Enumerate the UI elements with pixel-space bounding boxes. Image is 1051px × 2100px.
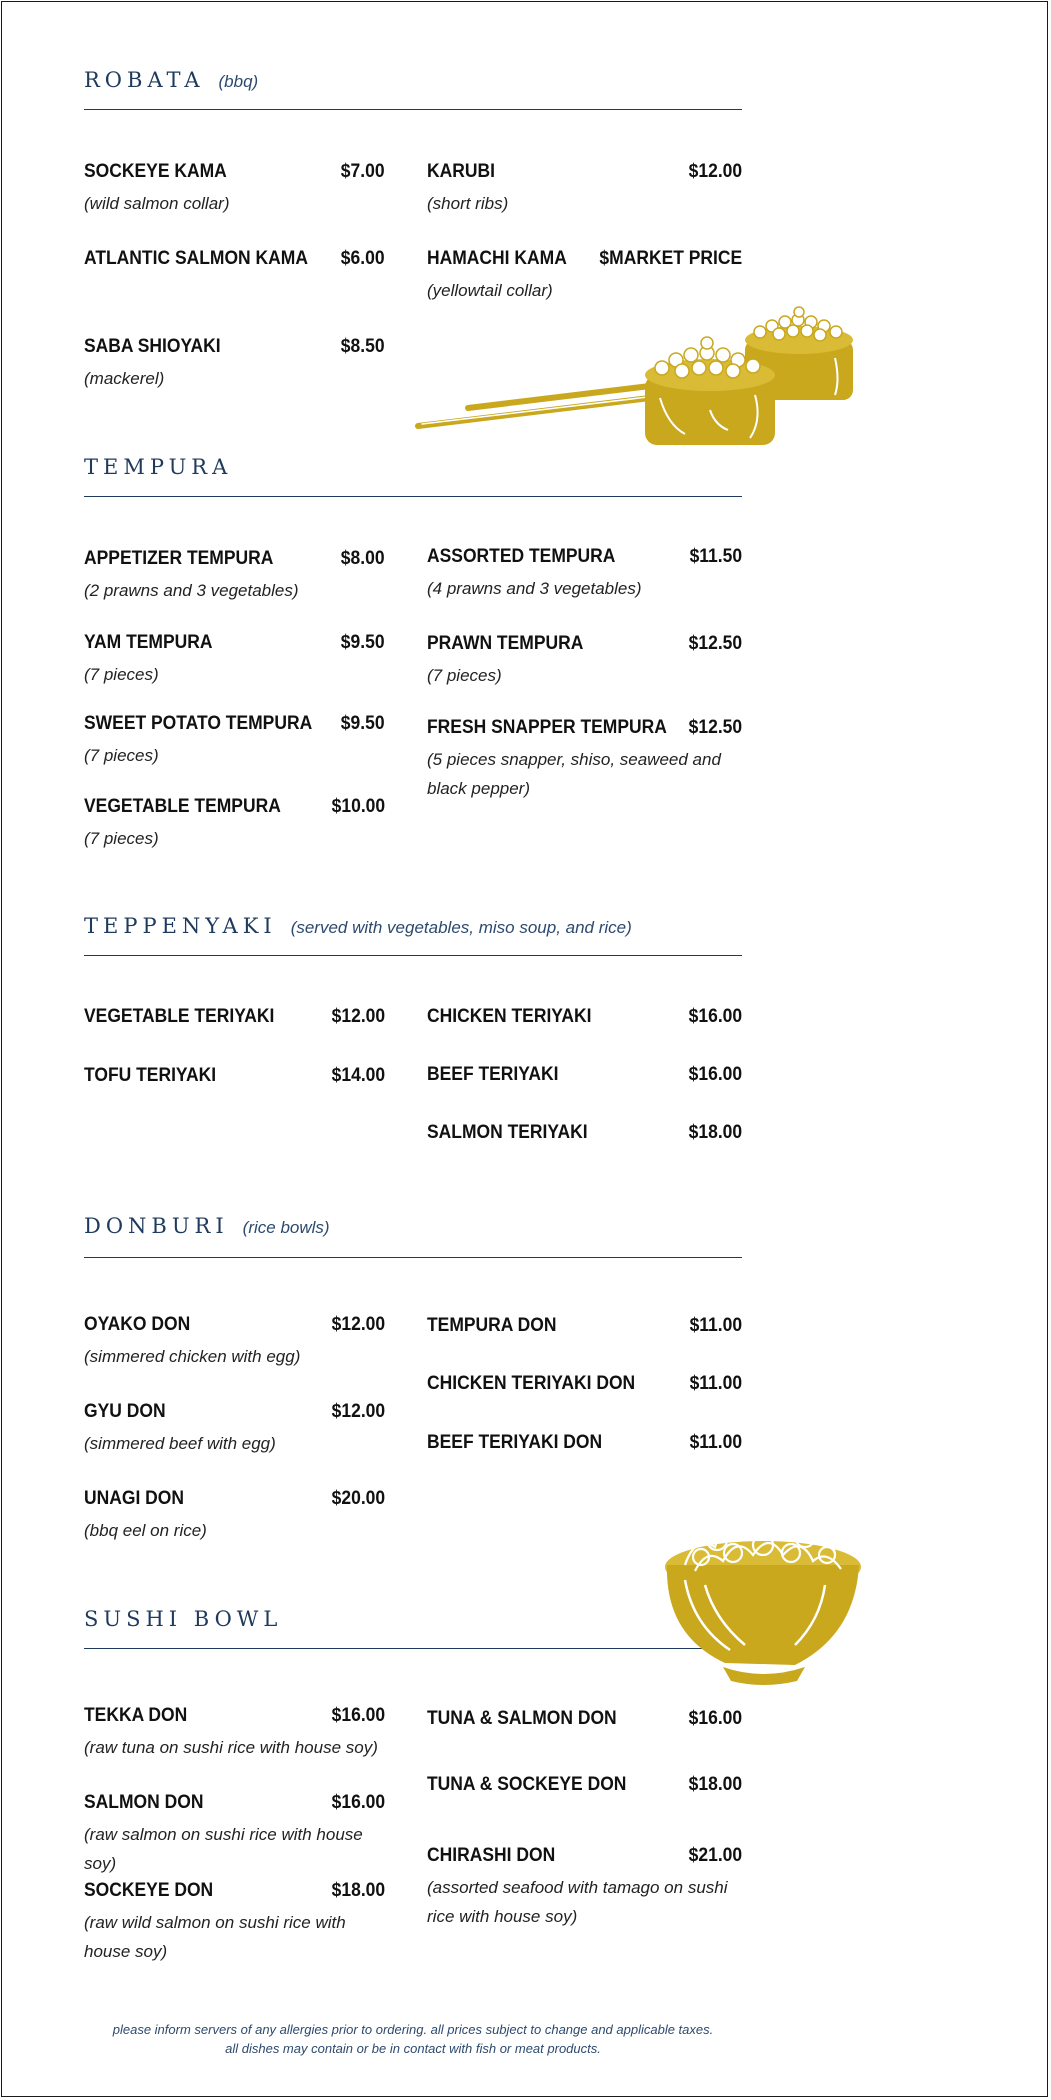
item-name: SABA SHIOYAKI	[84, 336, 221, 357]
bowl-illustration	[645, 1485, 875, 1695]
chopsticks-icon	[418, 386, 650, 426]
item-price: $8.50	[341, 336, 385, 357]
section-title-teppenyaki	[84, 914, 632, 938]
sushi-illustration	[410, 300, 870, 460]
section-title-donburi	[84, 1214, 330, 1238]
item-desc: (7 pieces)	[84, 746, 159, 765]
noodle-bowl-icon	[665, 1512, 861, 1685]
item-desc: (bbq eel on rice)	[84, 1521, 207, 1540]
item-price: $16.00	[688, 1708, 742, 1729]
item-desc: (assorted seafood with tamago on sushi rice with house soy)	[427, 1878, 728, 1926]
item-name: TOFU TERIYAKI	[84, 1065, 217, 1086]
item-desc: (raw salmon on sushi rice with house soy)	[84, 1825, 363, 1873]
item-price: $9.50	[341, 713, 385, 734]
item-price: $11.50	[689, 546, 742, 567]
item-price: $12.50	[688, 717, 742, 738]
item-name: TUNA & SALMON DON	[427, 1708, 617, 1729]
item-name: BEEF TERIYAKI DON	[427, 1432, 603, 1453]
section-title-sushi-bowl	[84, 1607, 282, 1631]
item-price: $6.00	[341, 248, 385, 269]
item-name: BEEF TERIYAKI	[427, 1064, 559, 1085]
item-price: $16.00	[331, 1705, 385, 1726]
item-price: $12.00	[331, 1006, 385, 1027]
item-name: VEGETABLE TERIYAKI	[84, 1006, 275, 1027]
item-name: CHICKEN TERIYAKI DON	[427, 1373, 636, 1394]
item-desc: (simmered beef with egg)	[84, 1434, 276, 1453]
item-desc: (7 pieces)	[84, 829, 159, 848]
item-name: FRESH SNAPPER TEMPURA	[427, 717, 667, 738]
item-desc: (raw tuna on sushi rice with house soy)	[84, 1738, 378, 1757]
footer-line-2: all dishes may contain or be in contact with fish or meat products.	[225, 2041, 601, 2056]
item-desc: (7 pieces)	[84, 665, 159, 684]
item-name: UNAGI DON	[84, 1488, 185, 1509]
item-desc: (yellowtail collar)	[427, 281, 553, 300]
item-desc: (short ribs)	[427, 194, 509, 213]
item-price: $MARKET PRICE	[599, 248, 742, 269]
item-name: OYAKO DON	[84, 1314, 191, 1335]
item-name: ATLANTIC SALMON KAMA	[84, 248, 308, 269]
donburi-subtitle: (rice bowls)	[242, 1218, 330, 1237]
teppenyaki-subtitle: (served with vegetables, miso soup, and rice)	[290, 918, 632, 937]
item-name: SOCKEYE DON	[84, 1880, 214, 1901]
item-name: GYU DON	[84, 1401, 166, 1422]
item-name: TEMPURA DON	[427, 1315, 557, 1336]
item-name: CHIRASHI DON	[427, 1845, 556, 1866]
item-price: $12.00	[331, 1314, 385, 1335]
item-desc: (simmered chicken with egg)	[84, 1347, 301, 1366]
item-price: $16.00	[688, 1006, 742, 1027]
item-name: SALMON TERIYAKI	[427, 1122, 588, 1143]
teppenyaki-title: TEPPENYAKI	[84, 914, 277, 938]
robata-divider	[84, 109, 742, 110]
item-price: $10.00	[331, 796, 385, 817]
item-name: SALMON DON	[84, 1792, 204, 1813]
tempura-divider	[84, 496, 742, 497]
section-title-robata	[84, 68, 258, 92]
sushi-bowl-divider	[84, 1648, 742, 1649]
item-desc: (5 pieces snapper, shiso, seaweed and black pepper)	[427, 750, 721, 798]
tempura-title: TEMPURA	[84, 455, 233, 479]
item-desc: (4 prawns and 3 vegetables)	[427, 579, 642, 598]
item-price: $18.00	[331, 1880, 385, 1901]
item-name: ASSORTED TEMPURA	[427, 546, 616, 567]
item-price: $14.00	[331, 1065, 385, 1086]
item-price: $16.00	[688, 1064, 742, 1085]
item-price: $7.00	[341, 161, 385, 182]
donburi-divider	[84, 1257, 742, 1258]
item-name: VEGETABLE TEMPURA	[84, 796, 281, 817]
item-price: $8.00	[341, 548, 385, 569]
item-price: $21.00	[688, 1845, 742, 1866]
robata-subtitle: (bbq)	[218, 72, 259, 91]
item-desc: (2 prawns and 3 vegetables)	[84, 581, 299, 600]
robata-title: ROBATA	[84, 68, 205, 92]
item-desc: (raw wild salmon on sushi rice with house soy)	[84, 1913, 346, 1961]
footer-line-1: please inform servers of any allergies prior to ordering. all prices subject to change and applicable taxes.	[112, 2022, 714, 2037]
item-price: $11.00	[689, 1432, 742, 1453]
item-price: $11.00	[689, 1315, 742, 1336]
item-price: $9.50	[341, 632, 385, 653]
item-price: $18.00	[688, 1774, 742, 1795]
item-price: $11.00	[689, 1373, 742, 1394]
donburi-title: DONBURI	[84, 1214, 229, 1238]
item-price: $16.00	[331, 1792, 385, 1813]
item-name: TEKKA DON	[84, 1705, 188, 1726]
item-name: SOCKEYE KAMA	[84, 161, 227, 182]
section-title-tempura	[84, 455, 232, 479]
item-desc: (7 pieces)	[427, 666, 502, 685]
item-name: TUNA & SOCKEYE DON	[427, 1774, 627, 1795]
item-price: $12.00	[688, 161, 742, 182]
item-price: $12.50	[688, 633, 742, 654]
teppenyaki-divider	[84, 955, 742, 956]
item-name: YAM TEMPURA	[84, 632, 213, 653]
item-name: SWEET POTATO TEMPURA	[84, 713, 313, 734]
item-name: HAMACHI KAMA	[427, 248, 567, 269]
footer-note	[84, 2020, 742, 2058]
item-name: CHICKEN TERIYAKI	[427, 1006, 592, 1027]
item-name: PRAWN TEMPURA	[427, 633, 584, 654]
sushi-bowl-title: SUSHI BOWL	[84, 1607, 283, 1631]
item-price: $12.00	[331, 1401, 385, 1422]
item-name: APPETIZER TEMPURA	[84, 548, 274, 569]
item-name: KARUBI	[427, 161, 495, 182]
item-desc: (mackerel)	[84, 369, 165, 388]
item-price: $18.00	[688, 1122, 742, 1143]
item-desc: (wild salmon collar)	[84, 194, 230, 213]
item-price: $20.00	[331, 1488, 385, 1509]
